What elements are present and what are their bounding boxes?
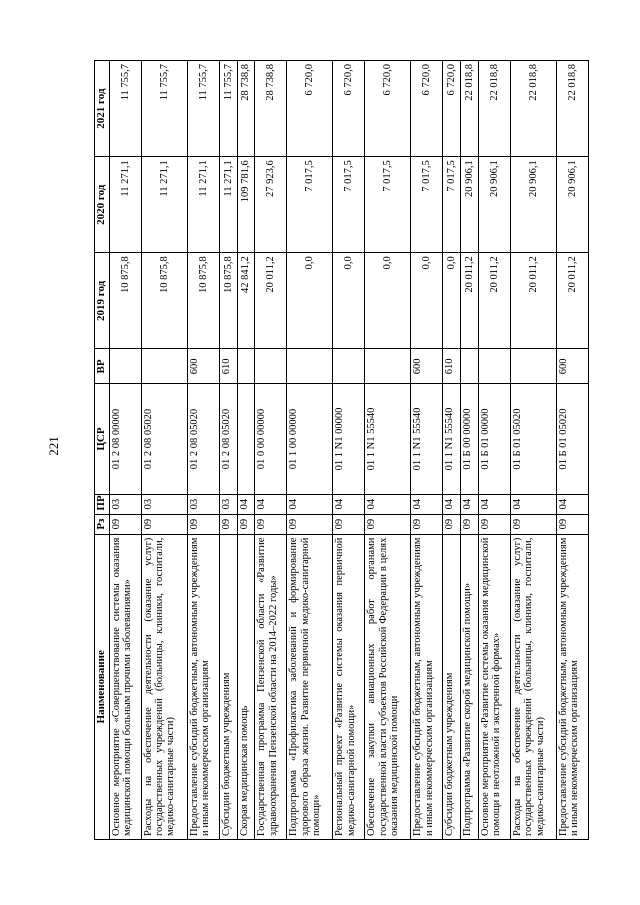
table-row	[109, 61, 141, 840]
cell-y2019: 20 011,2	[510, 253, 556, 349]
cell-y2019: 10 875,8	[141, 253, 187, 349]
cell-rz: 09	[287, 514, 333, 534]
cell-y2020: 11 271,1	[187, 157, 219, 253]
cell-csr: 01 2 08 05020	[141, 384, 187, 494]
table-row	[461, 61, 479, 840]
cell-csr	[237, 384, 255, 494]
cell-y2020: 7 017,5	[333, 157, 365, 253]
cell-csr: 01 2 08 05020	[187, 384, 219, 494]
cell-name: Предоставление субсидий бюджетным, автономным учреждениям и иным некоммерческим организациям	[187, 534, 219, 839]
cell-name: Подпрограмма «Профилактика заболеваний и формирование здорового образа жизни. Развитие первичной медико-санитарной помощи»	[287, 534, 333, 839]
cell-csr: 01 2 08 05020	[219, 384, 237, 494]
cell-rz: 09	[333, 514, 365, 534]
cell-rz: 09	[461, 514, 479, 534]
cell-y2020: 109 781,6	[237, 157, 255, 253]
cell-csr: 01 1 N1 55540	[411, 384, 443, 494]
cell-csr: 01 1 N1 00000	[333, 384, 365, 494]
table-row	[219, 61, 237, 840]
cell-vr	[510, 349, 556, 384]
cell-vr	[237, 349, 255, 384]
cell-csr: 01 1 00 00000	[287, 384, 333, 494]
header-csr: ЦСР	[95, 384, 110, 494]
budget-table	[94, 60, 589, 840]
table-row	[556, 61, 588, 840]
cell-y2019: 10 875,8	[187, 253, 219, 349]
cell-y2020: 11 271,1	[141, 157, 187, 253]
cell-rz: 09	[365, 514, 411, 534]
cell-name: Расходы на обеспечение деятельности (оказание услуг) государственных учреждений (больницы, клиники, госпитали, медико-санитарные части)	[510, 534, 556, 839]
cell-csr: 01 Б 01 00000	[478, 384, 510, 494]
cell-y2019: 0,0	[443, 253, 461, 349]
table-row	[141, 61, 187, 840]
cell-pr: 04	[333, 494, 365, 514]
cell-y2020: 20 906,1	[510, 157, 556, 253]
cell-csr: 01 1 N1 55540	[443, 384, 461, 494]
cell-pr: 04	[365, 494, 411, 514]
cell-pr: 04	[237, 494, 255, 514]
cell-y2019: 10 875,8	[219, 253, 237, 349]
cell-name: Государственная программа Пензенской области «Развитие здравоохранения Пензенской области на 2014–2022 годы»	[255, 534, 287, 839]
table-row	[443, 61, 461, 840]
cell-pr: 03	[219, 494, 237, 514]
cell-vr	[461, 349, 479, 384]
cell-name: Субсидии бюджетным учреждениям	[219, 534, 237, 839]
cell-rz: 09	[109, 514, 141, 534]
cell-y2021: 6 720,0	[411, 61, 443, 157]
cell-vr	[287, 349, 333, 384]
cell-y2020: 7 017,5	[411, 157, 443, 253]
table-row	[255, 61, 287, 840]
cell-pr: 04	[411, 494, 443, 514]
cell-name: Обеспечение закупки авиационных работ органами государственной власти субъектов Российской Федерации в целях оказания медицинской помощи	[365, 534, 411, 839]
cell-rz: 09	[556, 514, 588, 534]
table-row	[187, 61, 219, 840]
cell-y2021: 6 720,0	[443, 61, 461, 157]
header-vr: ВР	[95, 349, 110, 384]
header-2020: 2020 год	[95, 157, 110, 253]
cell-y2020: 20 906,1	[556, 157, 588, 253]
header-pr: ПР	[95, 494, 110, 514]
cell-y2021: 6 720,0	[365, 61, 411, 157]
cell-name: Субсидии бюджетным учреждениям	[443, 534, 461, 839]
cell-vr	[333, 349, 365, 384]
cell-rz: 09	[237, 514, 255, 534]
cell-y2020: 7 017,5	[365, 157, 411, 253]
cell-rz: 09	[411, 514, 443, 534]
table-row	[478, 61, 510, 840]
cell-pr: 04	[510, 494, 556, 514]
cell-vr	[141, 349, 187, 384]
cell-y2021: 6 720,0	[287, 61, 333, 157]
cell-name: Основное мероприятие «Развитие системы оказания медицинской помощи в неотложной и экстренной формах»	[478, 534, 510, 839]
cell-rz: 09	[478, 514, 510, 534]
cell-pr: 03	[109, 494, 141, 514]
cell-name: Предоставление субсидий бюджетным, автономным учреждениям и иным некоммерческим организациям	[556, 534, 588, 839]
table-row	[365, 61, 411, 840]
rotated-table-container	[94, 60, 589, 840]
cell-csr: 01 Б 00 00000	[461, 384, 479, 494]
cell-csr: 01 Б 01 05020	[510, 384, 556, 494]
cell-pr: 04	[461, 494, 479, 514]
cell-csr: 01 2 08 00000	[109, 384, 141, 494]
cell-name: Предоставление субсидий бюджетным, автономным учреждениям и иным некоммерческим организациям	[411, 534, 443, 839]
cell-vr	[478, 349, 510, 384]
cell-y2019: 0,0	[411, 253, 443, 349]
cell-name: Основное мероприятие «Совершенствование системы оказания медицинской помощи больным прочими заболеваниями»	[109, 534, 141, 839]
cell-rz: 09	[255, 514, 287, 534]
cell-pr: 04	[255, 494, 287, 514]
cell-vr	[365, 349, 411, 384]
cell-y2020: 11 271,1	[109, 157, 141, 253]
header-name: Наименование	[95, 534, 110, 839]
cell-rz: 09	[141, 514, 187, 534]
cell-y2021: 11 755,7	[141, 61, 187, 157]
cell-rz: 09	[443, 514, 461, 534]
cell-y2021: 11 755,7	[219, 61, 237, 157]
cell-pr: 04	[478, 494, 510, 514]
cell-y2021: 22 018,8	[510, 61, 556, 157]
table-row	[510, 61, 556, 840]
cell-y2020: 20 906,1	[478, 157, 510, 253]
cell-y2019: 20 011,2	[478, 253, 510, 349]
cell-y2021: 22 018,8	[556, 61, 588, 157]
table-row	[411, 61, 443, 840]
cell-rz: 09	[510, 514, 556, 534]
header-rz: Рз	[95, 514, 110, 534]
cell-pr: 03	[187, 494, 219, 514]
table-header-row	[95, 61, 110, 840]
cell-rz: 09	[219, 514, 237, 534]
cell-y2019: 20 011,2	[556, 253, 588, 349]
cell-name: Подпрограмма «Развитие скорой медицинской помощи»	[461, 534, 479, 839]
cell-pr: 04	[556, 494, 588, 514]
cell-csr: 01 Б 01 05020	[556, 384, 588, 494]
cell-y2019: 20 011,2	[255, 253, 287, 349]
cell-y2019: 42 841,2	[237, 253, 255, 349]
cell-csr: 01 0 00 00000	[255, 384, 287, 494]
cell-y2019: 20 011,2	[461, 253, 479, 349]
cell-name: Региональный проект «Развитие системы оказания первичной медико-санитарной помощи»	[333, 534, 365, 839]
table-row	[287, 61, 333, 840]
cell-vr: 600	[187, 349, 219, 384]
cell-y2019: 0,0	[333, 253, 365, 349]
cell-y2021: 28 738,8	[237, 61, 255, 157]
table-row	[237, 61, 255, 840]
cell-y2021: 6 720,0	[333, 61, 365, 157]
header-2021: 2021 год	[95, 61, 110, 157]
cell-name: Расходы на обеспечение деятельности (оказание услуг) государственных учреждений (больницы, клиники, госпитали, медико-санитарные части)	[141, 534, 187, 839]
cell-pr: 03	[141, 494, 187, 514]
cell-y2020: 7 017,5	[287, 157, 333, 253]
cell-y2021: 11 755,7	[109, 61, 141, 157]
cell-y2021: 22 018,8	[461, 61, 479, 157]
cell-y2020: 11 271,1	[219, 157, 237, 253]
cell-y2019: 0,0	[365, 253, 411, 349]
cell-csr: 01 1 N1 55540	[365, 384, 411, 494]
cell-vr	[255, 349, 287, 384]
cell-y2020: 20 906,1	[461, 157, 479, 253]
cell-vr: 610	[443, 349, 461, 384]
cell-pr: 04	[287, 494, 333, 514]
cell-vr	[109, 349, 141, 384]
table-row	[333, 61, 365, 840]
cell-vr: 610	[219, 349, 237, 384]
cell-y2021: 28 738,8	[255, 61, 287, 157]
cell-y2019: 0,0	[287, 253, 333, 349]
cell-vr: 600	[556, 349, 588, 384]
cell-y2021: 22 018,8	[478, 61, 510, 157]
cell-pr: 04	[443, 494, 461, 514]
page-number: 221	[46, 436, 61, 456]
cell-rz: 09	[187, 514, 219, 534]
header-2019: 2019 год	[95, 253, 110, 349]
cell-y2021: 11 755,7	[187, 61, 219, 157]
cell-y2019: 10 875,8	[109, 253, 141, 349]
cell-y2020: 7 017,5	[443, 157, 461, 253]
cell-y2020: 27 923,6	[255, 157, 287, 253]
cell-vr: 600	[411, 349, 443, 384]
cell-name: Скорая медицинская помощь	[237, 534, 255, 839]
